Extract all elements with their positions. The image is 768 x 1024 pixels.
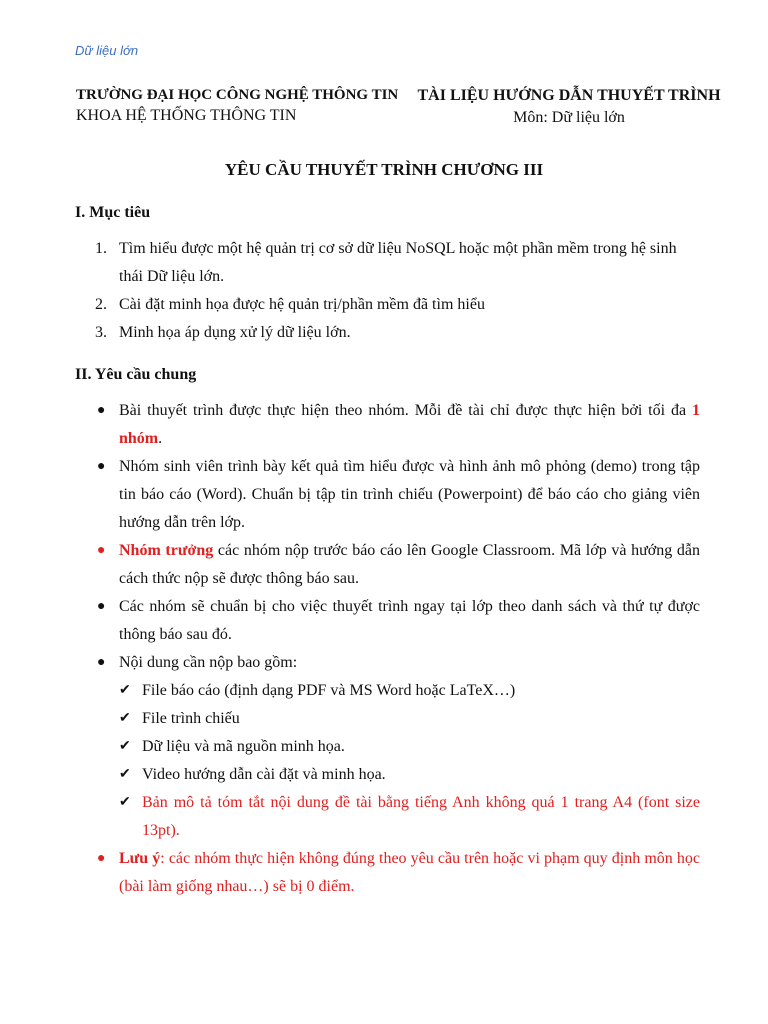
checklist-item-text: File trình chiếu xyxy=(142,710,240,727)
document-type: TÀI LIỆU HƯỚNG DẪN THUYẾT TRÌNH xyxy=(417,87,721,104)
list-item-text: Minh họa áp dụng xử lý dữ liệu lớn. xyxy=(119,324,351,341)
list-number: 2. xyxy=(95,296,107,313)
highlight-text: 1 nhóm xyxy=(119,402,700,447)
highlight-text: Nhóm trưởng xyxy=(119,542,214,559)
checklist-item-text: Video hướng dẫn cài đặt và minh họa. xyxy=(142,766,386,783)
checklist-item-text: Bản mô tả tóm tắt nội dung đề tài bằng tiếng Anh không quá 1 trang A4 (font size 13pt). xyxy=(142,794,700,839)
list-item xyxy=(75,397,700,453)
list-item-text: Bài thuyết trình được thực hiện theo nhóm. Mỗi đề tài chỉ được thực hiện bởi tối đa xyxy=(119,402,692,419)
list-item xyxy=(75,453,700,537)
checkmark-icon: ✔ xyxy=(119,767,131,782)
list-item-text: các nhóm nộp trước báo cáo lên Google Classroom. Mã lớp và hướng dẫn cách thức nộp sẽ được thông báo sau. xyxy=(119,542,700,587)
checklist-item xyxy=(119,761,700,789)
bullet-icon: ● xyxy=(97,459,106,474)
institution-block xyxy=(76,85,406,127)
checklist-item xyxy=(119,733,700,761)
checklist-item-text: File báo cáo (định dạng PDF và MS Word hoặc LaTeX…) xyxy=(142,682,516,699)
bullet-icon: ● xyxy=(97,599,106,614)
checklist-item xyxy=(119,789,700,845)
checklist-item xyxy=(119,677,700,705)
checkmark-icon: ✔ xyxy=(119,795,131,810)
list-item xyxy=(75,649,700,845)
list-item xyxy=(75,319,700,347)
page-title: YÊU CẦU THUYẾT TRÌNH CHƯƠNG III xyxy=(224,160,544,179)
list-item-text: : các nhóm thực hiện không đúng theo yêu cầu trên hoặc vi phạm quy định môn học (bài làm giống nhau…) sẽ bị 0 điểm. xyxy=(119,850,701,895)
checkmark-icon: ✔ xyxy=(119,739,131,754)
requirements-list xyxy=(75,397,700,901)
bullet-icon: ● xyxy=(97,403,106,418)
list-item-text: Nhóm sinh viên trình bày kết quả tìm hiểu được và hình ảnh mô phỏng (demo) trong tập tin báo cáo (Word). Chuẩn bị tập tin trình chiếu (Powerpoint) để báo cáo cho giảng viên hướng dẫn trên lớp. xyxy=(119,458,700,531)
highlight-text: Lưu ý xyxy=(119,850,161,867)
list-item-end: . xyxy=(158,430,163,447)
subject-name: Môn: Dữ liệu lớn xyxy=(513,109,625,126)
list-item xyxy=(75,235,700,291)
list-number: 1. xyxy=(95,240,107,257)
checkmark-icon: ✔ xyxy=(119,711,131,726)
list-item xyxy=(75,593,700,649)
list-number: 3. xyxy=(95,324,107,341)
checkmark-icon: ✔ xyxy=(119,683,131,698)
document-type-block xyxy=(410,85,728,129)
school-name: TRƯỜNG ĐẠI HỌC CÔNG NGHỆ THÔNG TIN xyxy=(76,87,399,103)
list-item-text: Nội dung cần nộp bao gồm: xyxy=(119,654,298,671)
list-item xyxy=(75,291,700,319)
list-item-text: Các nhóm sẽ chuẩn bị cho việc thuyết trình ngay tại lớp theo danh sách và thứ tự được thông báo sau đó. xyxy=(119,598,700,643)
checklist-item-text: Dữ liệu và mã nguồn minh họa. xyxy=(142,738,345,755)
bullet-icon: ● xyxy=(97,655,106,670)
goals-list xyxy=(75,235,700,347)
submission-checklist xyxy=(119,677,700,845)
section-heading-goals: I. Mục tiêu xyxy=(75,204,151,221)
list-item-text: Cài đặt minh họa được hệ quản trị/phần mềm đã tìm hiểu xyxy=(119,296,485,313)
running-header: Dữ liệu lớn xyxy=(75,43,139,58)
section-heading-requirements: II. Yêu cầu chung xyxy=(75,366,197,383)
bullet-icon: ● xyxy=(97,543,106,558)
faculty-name: KHOA HỆ THỐNG THÔNG TIN xyxy=(76,107,297,124)
list-item xyxy=(75,537,700,593)
list-item-text: Tìm hiểu được một hệ quản trị cơ sở dữ liệu NoSQL hoặc một phần mềm trong hệ sinh thái Dữ liệu lớn. xyxy=(119,240,677,285)
checklist-item xyxy=(119,705,700,733)
list-item xyxy=(75,845,700,901)
bullet-icon: ● xyxy=(97,851,106,866)
